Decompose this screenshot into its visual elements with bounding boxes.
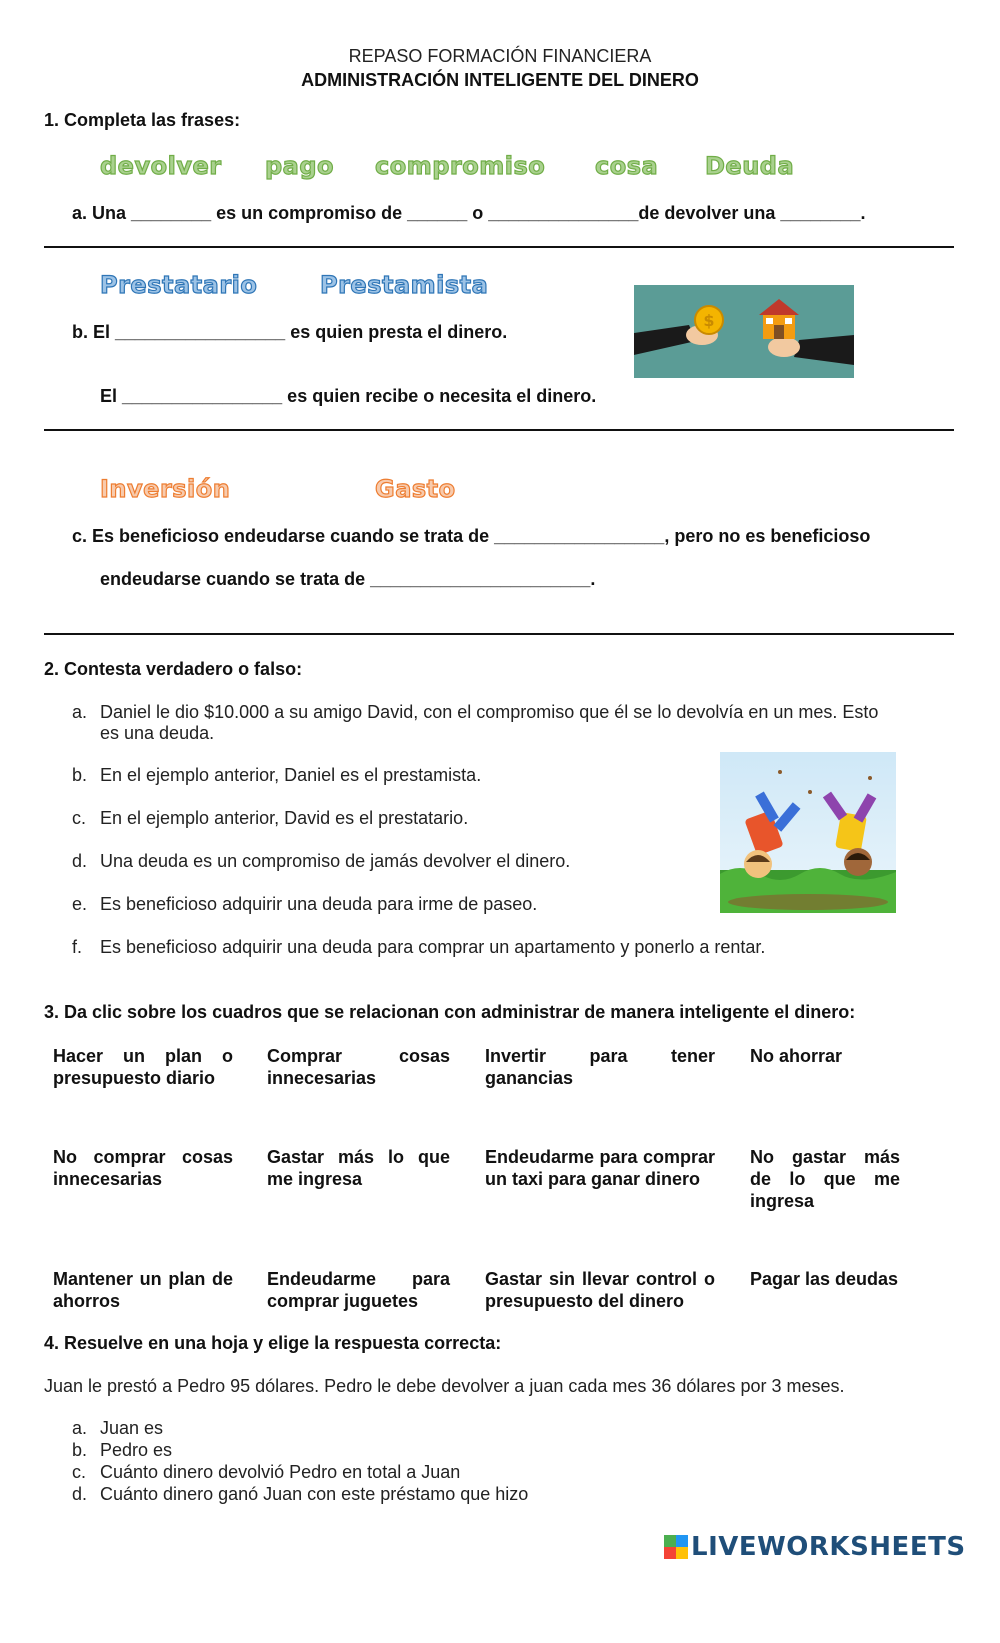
item-letter: c.	[72, 808, 87, 828]
option-box[interactable]: Invertir para tener ganancias	[485, 1046, 715, 1088]
word-devolver[interactable]: devolver	[100, 152, 222, 180]
option-box[interactable]: Mantener un plan de ahorros	[53, 1269, 233, 1311]
worksheet-supertitle: REPASO FORMACIÓN FINANCIERA	[348, 46, 652, 66]
item-text: En el ejemplo anterior, Daniel es el prestamista.	[100, 765, 482, 785]
option-box[interactable]: Comprar cosas innecesarias	[267, 1046, 450, 1088]
sentence-c1: c. Es beneficioso endeudarse cuando se trata de _________________, pero no es beneficioso	[72, 526, 871, 546]
question-item-b[interactable]	[72, 1440, 172, 1461]
question-item-c[interactable]	[72, 1462, 460, 1483]
section3-title: 3. Da clic sobre los cuadros que se relacionan con administrar de manera inteligente el dinero:	[44, 1002, 856, 1022]
word-gasto[interactable]: Gasto	[375, 475, 456, 503]
word-deuda[interactable]: Deuda	[705, 152, 795, 180]
item-letter: b.	[72, 765, 88, 785]
question-item-d[interactable]	[72, 1484, 528, 1505]
word-inversion[interactable]: Inversión	[100, 475, 231, 503]
item-text: Es beneficioso adquirir una deuda para comprar un apartamento y ponerlo a rentar.	[100, 937, 766, 957]
word-pago[interactable]: pago	[265, 152, 335, 180]
option-box[interactable]: Endeudarme para comprar juguetes	[267, 1269, 450, 1311]
item-letter: b.	[72, 1440, 88, 1460]
tf-item-b[interactable]	[72, 765, 481, 786]
logo-mark-icon	[664, 1535, 688, 1559]
liveworksheets-logo	[664, 1532, 966, 1562]
item-text: Daniel le dio $10.000 a su amigo David, con el compromiso que él se lo devolvía en un mes. Esto	[100, 702, 879, 722]
item-letter: c.	[72, 1462, 87, 1482]
item-text: Una deuda es un compromiso de jamás devolver el dinero.	[100, 851, 571, 871]
worksheet-title: ADMINISTRACIÓN INTELIGENTE DEL DINERO	[301, 70, 699, 90]
sentence-c2: endeudarse cuando se trata de ______________________.	[100, 569, 596, 589]
svg-text:$: $	[703, 311, 715, 330]
question-item-a[interactable]	[72, 1418, 163, 1439]
divider	[44, 429, 954, 431]
item-letter: d.	[72, 1484, 88, 1504]
item-text: En el ejemplo anterior, David es el prestatario.	[100, 808, 469, 828]
option-box[interactable]: Hacer un plan o presupuesto diario	[53, 1046, 233, 1088]
option-box[interactable]: No ahorrar	[750, 1046, 843, 1066]
divider	[44, 246, 954, 248]
tf-item-d[interactable]	[72, 851, 570, 872]
item-text: Cuánto dinero ganó Juan con este préstamo que hizo	[100, 1484, 529, 1504]
problem-statement: Juan le prestó a Pedro 95 dólares. Pedro le debe devolver a juan cada mes 36 dólares por 3 meses.	[44, 1376, 845, 1396]
tf-item-e[interactable]	[72, 894, 537, 915]
option-box[interactable]: No gastar más de lo que me ingresa	[750, 1147, 900, 1211]
sentence-b2: El ________________ es quien recibe o necesita el dinero.	[100, 386, 597, 406]
word-cosa[interactable]: cosa	[595, 152, 659, 180]
word-prestatario[interactable]: Prestatario	[100, 271, 258, 299]
item-letter: d.	[72, 851, 88, 871]
word-compromiso[interactable]: compromiso	[375, 152, 546, 180]
option-box[interactable]: Gastar más lo que me ingresa	[267, 1147, 450, 1189]
option-box[interactable]: Gastar sin llevar control o presupuesto del dinero	[485, 1269, 715, 1311]
section4-title: 4. Resuelve en una hoja y elige la respuesta correcta:	[44, 1333, 502, 1353]
sentence-a: a. Una ________ es un compromiso de ______ o _______________de devolver una ________.	[72, 203, 866, 223]
kids-illustration	[720, 752, 896, 913]
item-letter: a.	[72, 702, 88, 722]
divider	[44, 633, 954, 635]
sentence-b1: b. El _________________ es quien presta el dinero.	[72, 322, 508, 342]
item-text: Es beneficioso adquirir una deuda para irme de paseo.	[100, 894, 538, 914]
item-letter: a.	[72, 1418, 88, 1438]
logo-text: LIVEWORKSHEETS	[691, 1532, 966, 1562]
word-prestamista[interactable]: Prestamista	[320, 271, 489, 299]
item-text: Juan es	[100, 1418, 164, 1438]
item-letter: f.	[72, 937, 83, 957]
tf-item-f[interactable]	[72, 937, 765, 958]
tf-item-a[interactable]	[72, 702, 922, 723]
item-text: Pedro es	[100, 1440, 173, 1460]
tf-item-a-cont: es una deuda.	[100, 723, 215, 743]
option-box[interactable]: Endeudarme para comprar un taxi para ganar dinero	[485, 1147, 715, 1189]
loan-illustration	[634, 285, 854, 378]
option-box[interactable]: No comprar cosas innecesarias	[53, 1147, 233, 1189]
section2-title: 2. Contesta verdadero o falso:	[44, 659, 303, 679]
option-box[interactable]: Pagar las deudas	[750, 1269, 899, 1289]
item-text: Cuánto dinero devolvió Pedro en total a Juan	[100, 1462, 461, 1482]
tf-item-c[interactable]	[72, 808, 468, 829]
item-letter: e.	[72, 894, 88, 914]
section1-title: 1. Completa las frases:	[44, 110, 241, 130]
